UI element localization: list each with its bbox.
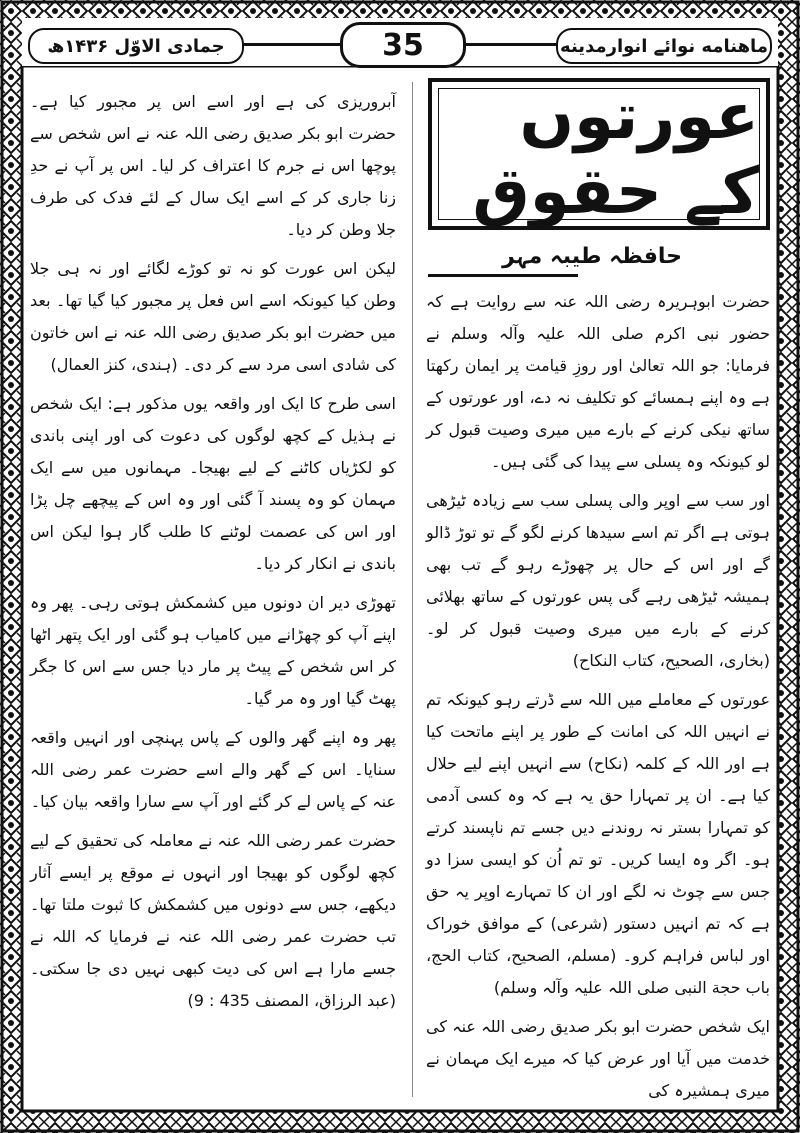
paragraph: حضرت عمر رضی اللہ عنہ نے معاملہ کی تحقیق کے لیے کچھ لوگوں کو بھیجا اور انہوں نے موقع پر ایسے آثار دیکھے، جس سے دونوں میں کشمکش کا ثبوت ملتا تھا۔ تب حضرت عمر رضی اللہ عنہ نے فرمایا کہ اللہ نے جسے مارا ہے اس کی دیت کبھی نہیں دی جا سکتی۔ (عبد الرزاق، المصنف 435 : 9): [30, 831, 396, 1010]
article-title: عورتوں کے حقوق: [438, 88, 760, 220]
paragraph: اور سب سے اوپر والی پسلی سب سے زیادہ ٹیڑھی ہوتی ہے اگر تم اسے سیدھا کرنے لگو گے تو توڑ ڈالو گے اور اس کے حال پر چھوڑے رہو گے تب بھی ہمیشہ ٹیڑھی رہے گی پس عورتوں کے ساتھ بھلائی کرنے کے بارے میں میری وصیت قبول کر لو۔ (بخاری، الصحیح، کتاب النکاح): [426, 491, 770, 670]
article-title-box: [428, 78, 770, 230]
paragraph: تھوڑی دیر ان دونوں میں کشمکش ہوتی رہی۔ پھر وہ اپنے آپ کو چھڑانے میں کامیاب ہو گئی اور ایک پتھر اٹھا کر اس شخص کے پیٹ پر مار دیا جس سے اس کا جگر پھٹ گیا اور وہ مر گیا۔: [30, 593, 396, 708]
paragraph: اسی طرح کا ایک اور واقعہ یوں مذکور ہے: ایک شخص نے ہذیل کے کچھ لوگوں کی دعوت کی اور اپنی باندی کو لکڑیاں کاٹنے کے لیے بھیجا۔ مہمانوں میں سے ایک مہمان کو وہ پسند آ گئی اور وہ اس کے پیچھے چل پڑا اور اس کی عصمت لوٹنے کا طلب گار ہوا لیکن اس باندی نے انکار کر دیا۔: [30, 394, 396, 573]
author-name: حافظہ طیبہ مہر: [502, 244, 682, 269]
article-author: [428, 244, 770, 278]
left-column: [30, 86, 396, 1024]
page-number: 35: [340, 22, 466, 68]
paragraph: ایک شخص حضرت ابو بکر صدیق رضی اللہ عنہ کی خدمت میں آیا اور عرض کیا کہ میرے ایک مہمان نے میری ہمشیرہ کی: [426, 1017, 770, 1100]
author-underline: [428, 274, 578, 277]
header-rule-left: [240, 43, 340, 46]
column-divider: [412, 82, 413, 1097]
paragraph: پھر وہ اپنے گھر والوں کے پاس پہنچی اور انہیں واقعہ سنایا۔ اس کے گھر والے اسے حضرت عمر رضی اللہ عنہ کے پاس لے کر گئے اور آپ سے سارا واقعہ بیان کیا۔: [30, 728, 396, 811]
issue-date: جمادی الاوّل ۱۴۳۶ھ: [28, 28, 244, 64]
paragraph: آبروریزی کی ہے اور اسے اس پر مجبور کیا ہے۔ حضرت ابو بکر صدیق رضی اللہ عنہ نے اس شخص سے پوچھا اس نے جرم کا اعتراف کر لیا۔ اس پر آپ نے حدِ زنا جاری کر کے اسے ایک سال کے لئے فدک کی طرف جلا وطن کر دیا۔: [30, 92, 396, 239]
paragraph: لیکن اس عورت کو نہ تو کوڑے لگائے اور نہ ہی جلا وطن کیا کیونکہ اسے اس فعل پر مجبور کیا گیا تھا۔ بعد میں حضرت ابو بکر صدیق رضی اللہ عنہ نے اس خاتون کی شادی اسی مرد سے کر دی۔ (ہندی، کنز العمال): [30, 259, 396, 374]
header-rule-right: [460, 43, 560, 46]
paragraph: حضرت ابوہریرہ رضی اللہ عنہ سے روایت ہے کہ حضور نبی اکرم صلی اللہ علیہ وآلہ وسلم نے فرمایا: جو اللہ تعالیٰ اور روزِ قیامت پر ایمان رکھتا ہے وہ اپنے ہمسائے کو تکلیف نہ دے، اور عورتوں کے ساتھ نیکی کرنے کے بارے میں میری وصیت قبول کر لو کیونکہ وہ پسلی سے پیدا کی گئی ہیں۔: [426, 292, 770, 471]
right-column: [426, 286, 770, 1114]
paragraph: عورتوں کے معاملے میں اللہ سے ڈرتے رہو کیونکہ تم نے انہیں اللہ کی امانت کے طور پر اپنے ماتحت کیا ہے اور اللہ کے کلمہ (نکاح) سے انہیں اپنے لیے حلال کیا ہے۔ ان پر تمہارا حق یہ ہے کہ وہ کسی آدمی کو تمہارا بستر نہ روندنے دیں جسے تم ناپسند کرتے ہو۔ اگر وہ ایسا کریں۔ تو تم اُن کو ایسی سزا دو جس سے چوٹ نہ لگے اور ان کا تمہارے اوپر یہ حق ہے کہ تم انہیں دستور (شرعی) کے موافق خوراک اور لباس فراہم کرو۔ (مسلم، الصحیح، کتاب الحج، باب حجة النبی صلی اللہ علیہ وآلہ وسلم): [426, 690, 770, 997]
magazine-name: ماهنامه نوائے انوارمدینه: [556, 28, 772, 64]
page-header: [0, 22, 800, 62]
